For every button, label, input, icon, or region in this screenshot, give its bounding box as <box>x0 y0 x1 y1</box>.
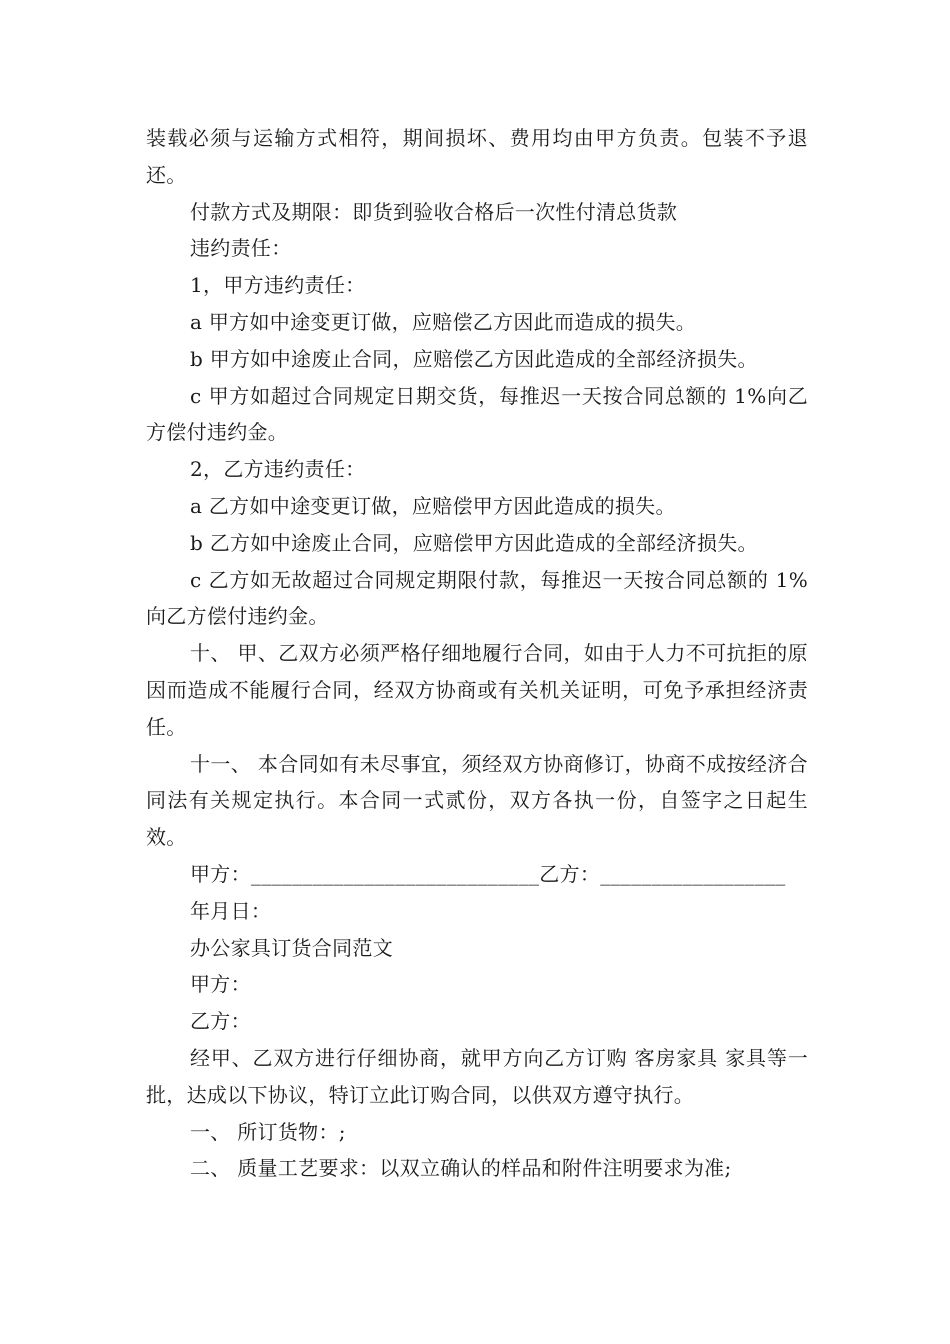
paragraph-payment-terms: 付款方式及期限：即货到验收合格后一次性付清总货款 <box>190 199 678 224</box>
heading-party-a-liability: 1，甲方违约责任： <box>190 273 366 298</box>
clause-party-b-b: b 乙方如中途废止合同，应赔偿甲方因此造成的全部经济损失。 <box>190 530 758 555</box>
heading-party-b-liability: 2，乙方违约责任： <box>190 457 366 482</box>
clause-eleven-effectiveness: 十一、 本合同如有未尽事宜，须经双方协商修订，协商不成按经济合同法有关规定执行。本合同一式贰份，双方各执一份，自签字之日起生效。 <box>146 751 808 850</box>
clause-party-a-c: c 甲方如超过合同规定日期交货，每推迟一天按合同总额的 1%向乙方偿付违约金。 <box>146 383 808 445</box>
paragraph-packaging: 装载必须与运输方式相符，期间损坏、费用均由甲方负责。包装不予退还。 <box>146 126 808 187</box>
clause-party-a-a: a 甲方如中途变更订做，应赔偿乙方因此而造成的损失。 <box>190 309 697 334</box>
document-body <box>146 120 808 1187</box>
clause-two-quality: 二、 质量工艺要求：以双立确认的样品和附件注明要求为准; <box>190 1156 732 1181</box>
clause-party-a-b: b 甲方如中途废止合同，应赔偿乙方因此造成的全部经济损失。 <box>190 346 758 371</box>
paragraph-agreement-intro: 经甲、乙双方进行仔细协商，就甲方向乙方订购 客房家具 家具等一批，达成以下协议，特订立此订购合同，以供双方遵守执行。 <box>146 1045 808 1107</box>
clause-ten-force-majeure: 十、 甲、乙双方必须严格仔细地履行合同，如由于人力不可抗拒的原因而造成不能履行合同，经双方协商或有关机关证明，可免予承担经济责任。 <box>146 641 808 739</box>
clause-party-b-a: a 乙方如中途变更订做，应赔偿甲方因此造成的损失。 <box>190 493 676 518</box>
clause-party-b-c: c 乙方如无故超过合同规定期限付款，每推迟一天按合同总额的 1%向乙方偿付违约金。 <box>146 567 808 629</box>
heading-breach-liability: 违约责任： <box>190 236 292 261</box>
signature-line: 甲方：____________________________乙方：__________________ <box>190 861 786 886</box>
clause-one-goods: 一、 所订货物：; <box>190 1119 346 1144</box>
party-b-line: 乙方： <box>190 1009 251 1034</box>
section-title: 办公家具订货合同范文 <box>190 935 393 960</box>
party-a-line: 甲方： <box>190 972 251 997</box>
date-line: 年月日： <box>190 898 272 923</box>
